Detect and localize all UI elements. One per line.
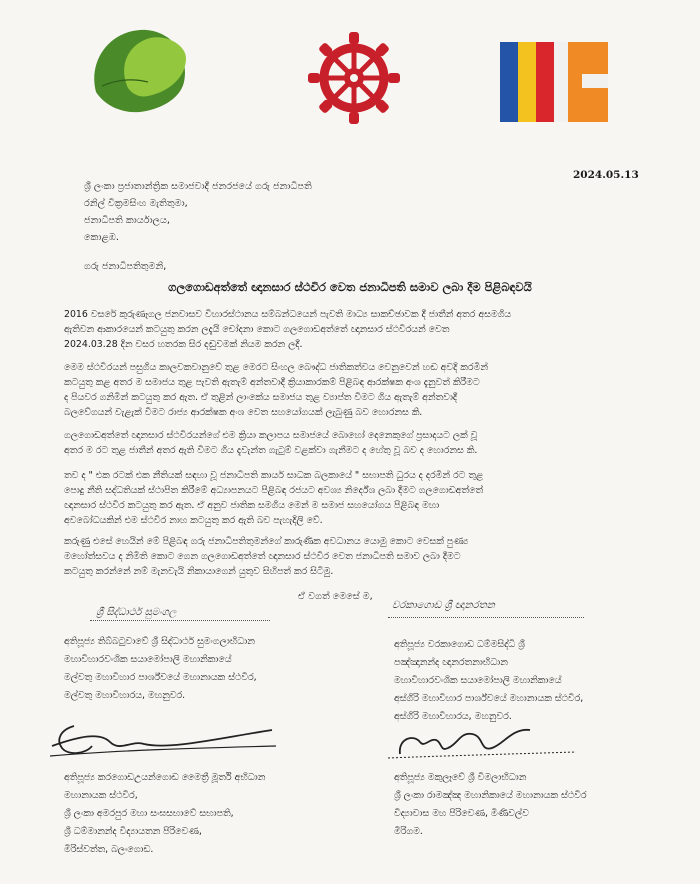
signatory-line: ශ්‍රී ලංකා රාමඤ්ඤ මහානිකායේ මහානායක ස්ථවිර — [394, 790, 587, 801]
signatory-line: මහාවිහාරවංශික සයාමෝපාලි මහානිකායේ — [394, 675, 562, 686]
body-paragraph — [64, 360, 644, 420]
letter-subject: ගලගොඩඅත්තේ ඥානසාර ස්ථවිර වෙත ජනාධිපති සමාව ලබා දීම පිළිබඳවයි — [168, 280, 532, 294]
signatory-line: අතිපූජ්‍ය කරගොඩඋයන්ගොඩ මෛත්‍රී මූර්ති අභිධාන — [64, 772, 266, 783]
address-line: ජනාධිපති කාර්යාලය, — [84, 215, 170, 226]
signatory-line: ශ්‍රී ධම්මානන්ද විද්‍යායතන පිරිවෙණ, — [64, 826, 202, 837]
salutation: ගරු ජනාධිපතිතුමනි, — [84, 261, 167, 272]
body-paragraph — [64, 307, 644, 352]
signature-2 — [388, 592, 588, 626]
body-paragraph — [64, 534, 644, 579]
signatory-line: මල්වතු මහාවිහාරය, මහනුවර. — [64, 690, 186, 701]
dharma-wheel-icon — [306, 30, 402, 126]
signatory-line: විද්‍යාවාස මහ පිරිවෙණ, මිණිවල්ව — [394, 808, 529, 819]
signatory-line: අතිපූජ්‍ය මකුලෑවේ ශ්‍රී විමලාභිධාන — [394, 772, 527, 783]
address-line: රනිල් වික්‍රමසිංහ මැතිතුමා, — [84, 198, 188, 209]
signatory-line: අතිපූජ්‍ය වරකාගොඩ ධම්මසිද්ධි ශ්‍රී — [394, 639, 525, 650]
buddhist-flag-icon — [500, 42, 612, 122]
body-line: 2024.03.28 දින වසර හතරක සිර දඬුවමක් නියම කරන ලදී. — [64, 339, 303, 350]
body-line: කටයුතු කරන්නේ නම් මැනවැයි නිකායාගෙන් යුතුව සිහිපත් කර සිටිමු. — [64, 566, 334, 577]
body-line: බලවේගයන් වැළැක් වීමට රාජ්‍ය ආරක්ෂක අංශ වෙත සහයෝගයක් ලැබුණු බව හොරනස කි. — [64, 407, 423, 418]
body-line: ද පියවර ගනිමින් කටයුතු කර ඇත. ඒ තුළින් ලාංකේය සමාජය තුළ ව්‍යාප්ත වීමට ගිය ඇතැම් අන්තවාදී — [64, 392, 458, 403]
body-line: ඥානසාර ස්ථවිර කටයුතු කර ඇත. ඒ අනුව ජාතික සමගිය මෙන් ම සමාජ සහයෝගය පිළිබඳ මහා — [64, 500, 440, 511]
signature-4 — [380, 718, 580, 768]
signatory-line: ශ්‍රී ලංකා අමරපුර මහා සංඝසභාවේ සභාපති, — [64, 808, 234, 819]
body-paragraph — [64, 468, 644, 528]
body-line: මෙම ස්ථවිරයන් පසුගිය කාලවකවානුවේ තුළ මෙරට සිංහල බෞද්ධ ජාතිකත්වය වෙනුවෙන් හඬ අවදි කරමින් — [64, 362, 488, 373]
body-paragraph — [64, 428, 644, 458]
bodhi-leaf-icon — [88, 22, 192, 120]
signature-3 — [40, 716, 280, 766]
letter-date: 2024.05.13 — [573, 169, 639, 181]
body-line: පොදු නීති සද්ධතියක් ස්ථාපිත කිරීමේ අධ්‍යාපනයට පිළිබඳ රජයට අවශ්‍ය නිර්දේශ ලබා දීමට ගලගොඩඅත්තේ — [64, 485, 484, 496]
signatory-line: අස්ගිරි මහාවිහාර පාර්ශ්වයේ මහානායක ස්ථවිර, — [394, 693, 584, 704]
body-line: ඇතිවන ආකාරයෙන් කටයුතු කරන ලදැයි චෝදනා කොට ගලගොඩඅත්තේ ඥානසාර ස්ථවිරයන් වෙත — [64, 324, 450, 335]
signatory-line: මිරිස්වත්ත, බලංගොඩ. — [64, 844, 154, 855]
signatory-line: මීරිගම. — [394, 826, 423, 837]
body-line: කරුණු එසේ හෙයින් මේ පිළිබඳ ගරු ජනාධිපතිතුමන්ගේ කාරුණික අවධානය යොමු කොට වෙසක් පුණ්‍ය — [64, 536, 469, 547]
body-line: 2016 වසරේ කුරුණෑගල ජනවාසව විහාරස්ථානය සම්බන්ධයෙන් පැවති මාධ්‍ය සාකච්ඡාවක දී ජාතීන් අතර අසමගිය — [64, 309, 512, 320]
address-line: ශ්‍රී ලංකා ප්‍රජාතාන්ත්‍රික සමාජවාදී ජනරජයේ ගරු ජනාධිපති — [84, 181, 312, 192]
signatory-line: අතිපූජ්‍ය තිබ්බටුවාවේ ශ්‍රී සිද්ධාර්ථ සුමංගලාභිධාන — [64, 636, 255, 647]
signatory-line: පඤ්ඤානන්ද ඥානරතනාභිධාන — [394, 657, 508, 668]
body-line: අවබෝධයකින් එම ස්ථවිර නාහ කටයුතු කර ඇති බව පැහැදිලි වේ. — [64, 515, 323, 526]
signature-2-text: වරකාගොඩ ශ්‍රී ඥානරතන — [392, 600, 495, 611]
signatory-line: අස්ගිරි මහාවිහාරය, මහනුවර. — [394, 711, 512, 722]
body-line: ගලගොඩඅත්තේ ඥානසාර ස්ථවිරයන්ගේ එම ක්‍රියා කලාපය සමාජයේ බොහෝ දෙනෙකුගේ ප්‍රසාදයට ලක් වූ — [64, 430, 478, 441]
address-line: කොළඹ. — [84, 232, 119, 243]
body-line: කටයුතු කළ අතර ම සමාජය තුළ පැවති ඇතැම් අන්තවාදී ක්‍රියාකාරකම් පිළිබඳ ආරක්ෂක අංශ දැනුවත් කිරීමට — [64, 377, 480, 388]
signature-1 — [96, 597, 266, 627]
closing-line: ඒ වගත් මෙසේ ම, — [298, 591, 373, 602]
body-line: මහෝත්සවය ද නිමිති කොට ගෙන ගලගොඩඅත්තේ ඥානසාර ස්ථවිර වෙත ජනාධිපති සමාව ලබා දීමට — [64, 551, 461, 562]
signatory-line: මහානායක ස්ථවිර, — [64, 790, 138, 801]
signatory-line: මල්වතු මහාවිහාර පාර්ශ්වයේ මහානායක ස්ථවිර, — [64, 672, 257, 683]
body-line: අතර ම රට තුළ ජාතීන් අතර ඇති වීමට ගිය දැවැන්ත ගැටුම් වළක්වා ගැනීමට ද හේතු වූ බව ද හොරනස කි. — [64, 445, 478, 456]
signatory-line: මහාවිහාරවංශික සයාමෝපාලි මහානිකායේ — [64, 654, 232, 665]
body-line: තව ද " එක රටක් එක නීතියක් සඳහා වූ ජනාධිපති කාර්ය සාධක බලකායේ " සභාපති ධුරය ද දරමින් රට තුළ — [64, 470, 484, 481]
signature-1-text: ශ්‍රී සිද්ධාර්ථ සුමංගල — [96, 607, 177, 618]
